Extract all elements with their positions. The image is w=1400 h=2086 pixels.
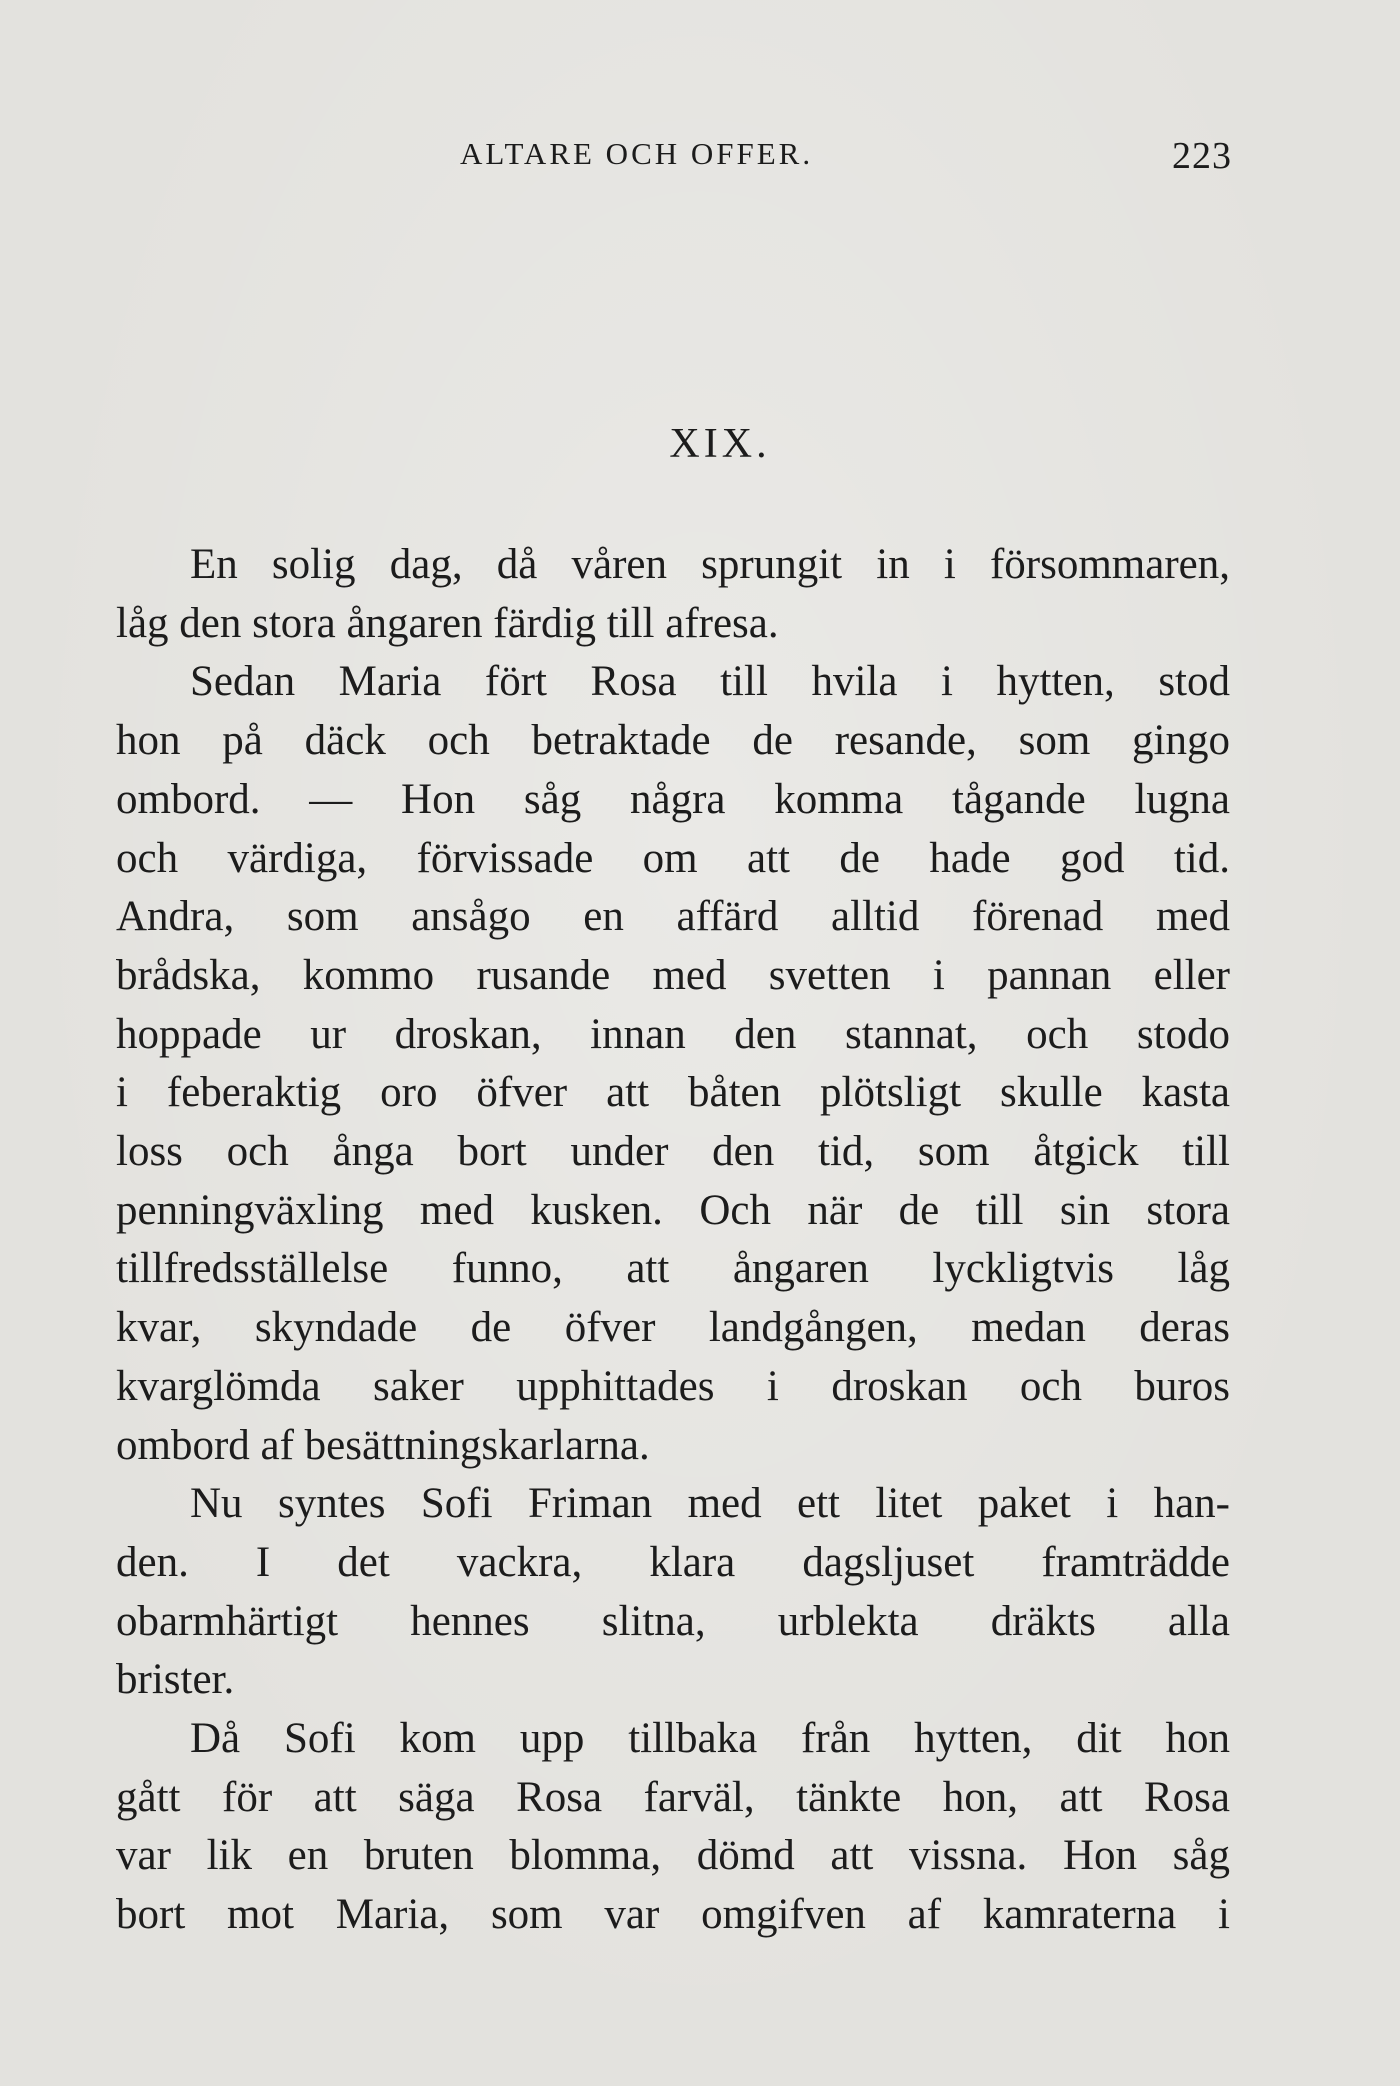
text-line: gått för att säga Rosa farväl, tänkte hon, att Rosa: [116, 1773, 1230, 1821]
paragraph: [116, 1710, 1230, 1945]
text-line: kvarglömda saker upphittades i droskan och buros: [116, 1362, 1230, 1410]
body-text: [116, 536, 1230, 1945]
text-line: Då Sofi kom upp tillbaka från hytten, dit hon: [190, 1715, 1230, 1763]
text-line: och värdiga, förvissade om att de hade god tid.: [116, 834, 1230, 882]
text-line: ombord af besättningskarlarna.: [116, 1421, 650, 1469]
text-line: Sedan Maria fört Rosa till hvila i hytten, stod: [190, 658, 1230, 706]
text-line: den. I det vackra, klara dagsljuset framträdde: [116, 1538, 1230, 1586]
text-line: i feberaktig oro öfver att båten plötsligt skulle kasta: [116, 1069, 1230, 1117]
text-line: En solig dag, då våren sprungit in i försommaren,: [190, 541, 1230, 588]
text-line: var lik en bruten blomma, dömd att vissna. Hon såg: [116, 1832, 1230, 1880]
text-line: bort mot Maria, som var omgifven af kamraterna i: [116, 1891, 1230, 1939]
text-line: Nu syntes Sofi Friman med ett litet paket i han-: [190, 1480, 1230, 1528]
text-line: brister.: [116, 1656, 235, 1704]
text-line: Andra, som ansågo en affärd alltid förenad med: [116, 893, 1230, 941]
text-line: loss och ånga bort under den tid, som åtgick till: [116, 1128, 1230, 1176]
text-line: obarmhärtigt hennes slitna, urblekta dräkts alla: [116, 1597, 1230, 1645]
paragraph: [116, 653, 1230, 1475]
paragraph: [116, 1475, 1230, 1710]
text-line: kvar, skyndade de öfver landgången, medan deras: [116, 1304, 1230, 1352]
page-number: 223: [1172, 135, 1232, 177]
text-line: ombord. — Hon såg några komma tågande lugna: [116, 775, 1230, 823]
text-line: brådska, kommo rusande med svetten i pannan eller: [116, 951, 1230, 999]
text-line: penningväxling med kusken. Och när de till sin stora: [116, 1186, 1230, 1234]
running-title: ALTARE OCH OFFER.: [460, 136, 814, 171]
chapter-heading: XIX.: [669, 421, 771, 467]
text-line: tillfredsställelse funno, att ångaren lyckligtvis låg: [116, 1245, 1230, 1293]
text-line: hon på däck och betraktade de resande, som gingo: [116, 717, 1230, 765]
running-header: [0, 136, 1400, 180]
text-line: hoppade ur droskan, innan den stannat, och stodo: [116, 1010, 1230, 1058]
paragraph: [116, 536, 1230, 653]
text-line: låg den stora ångaren färdig till afresa.: [116, 599, 779, 647]
